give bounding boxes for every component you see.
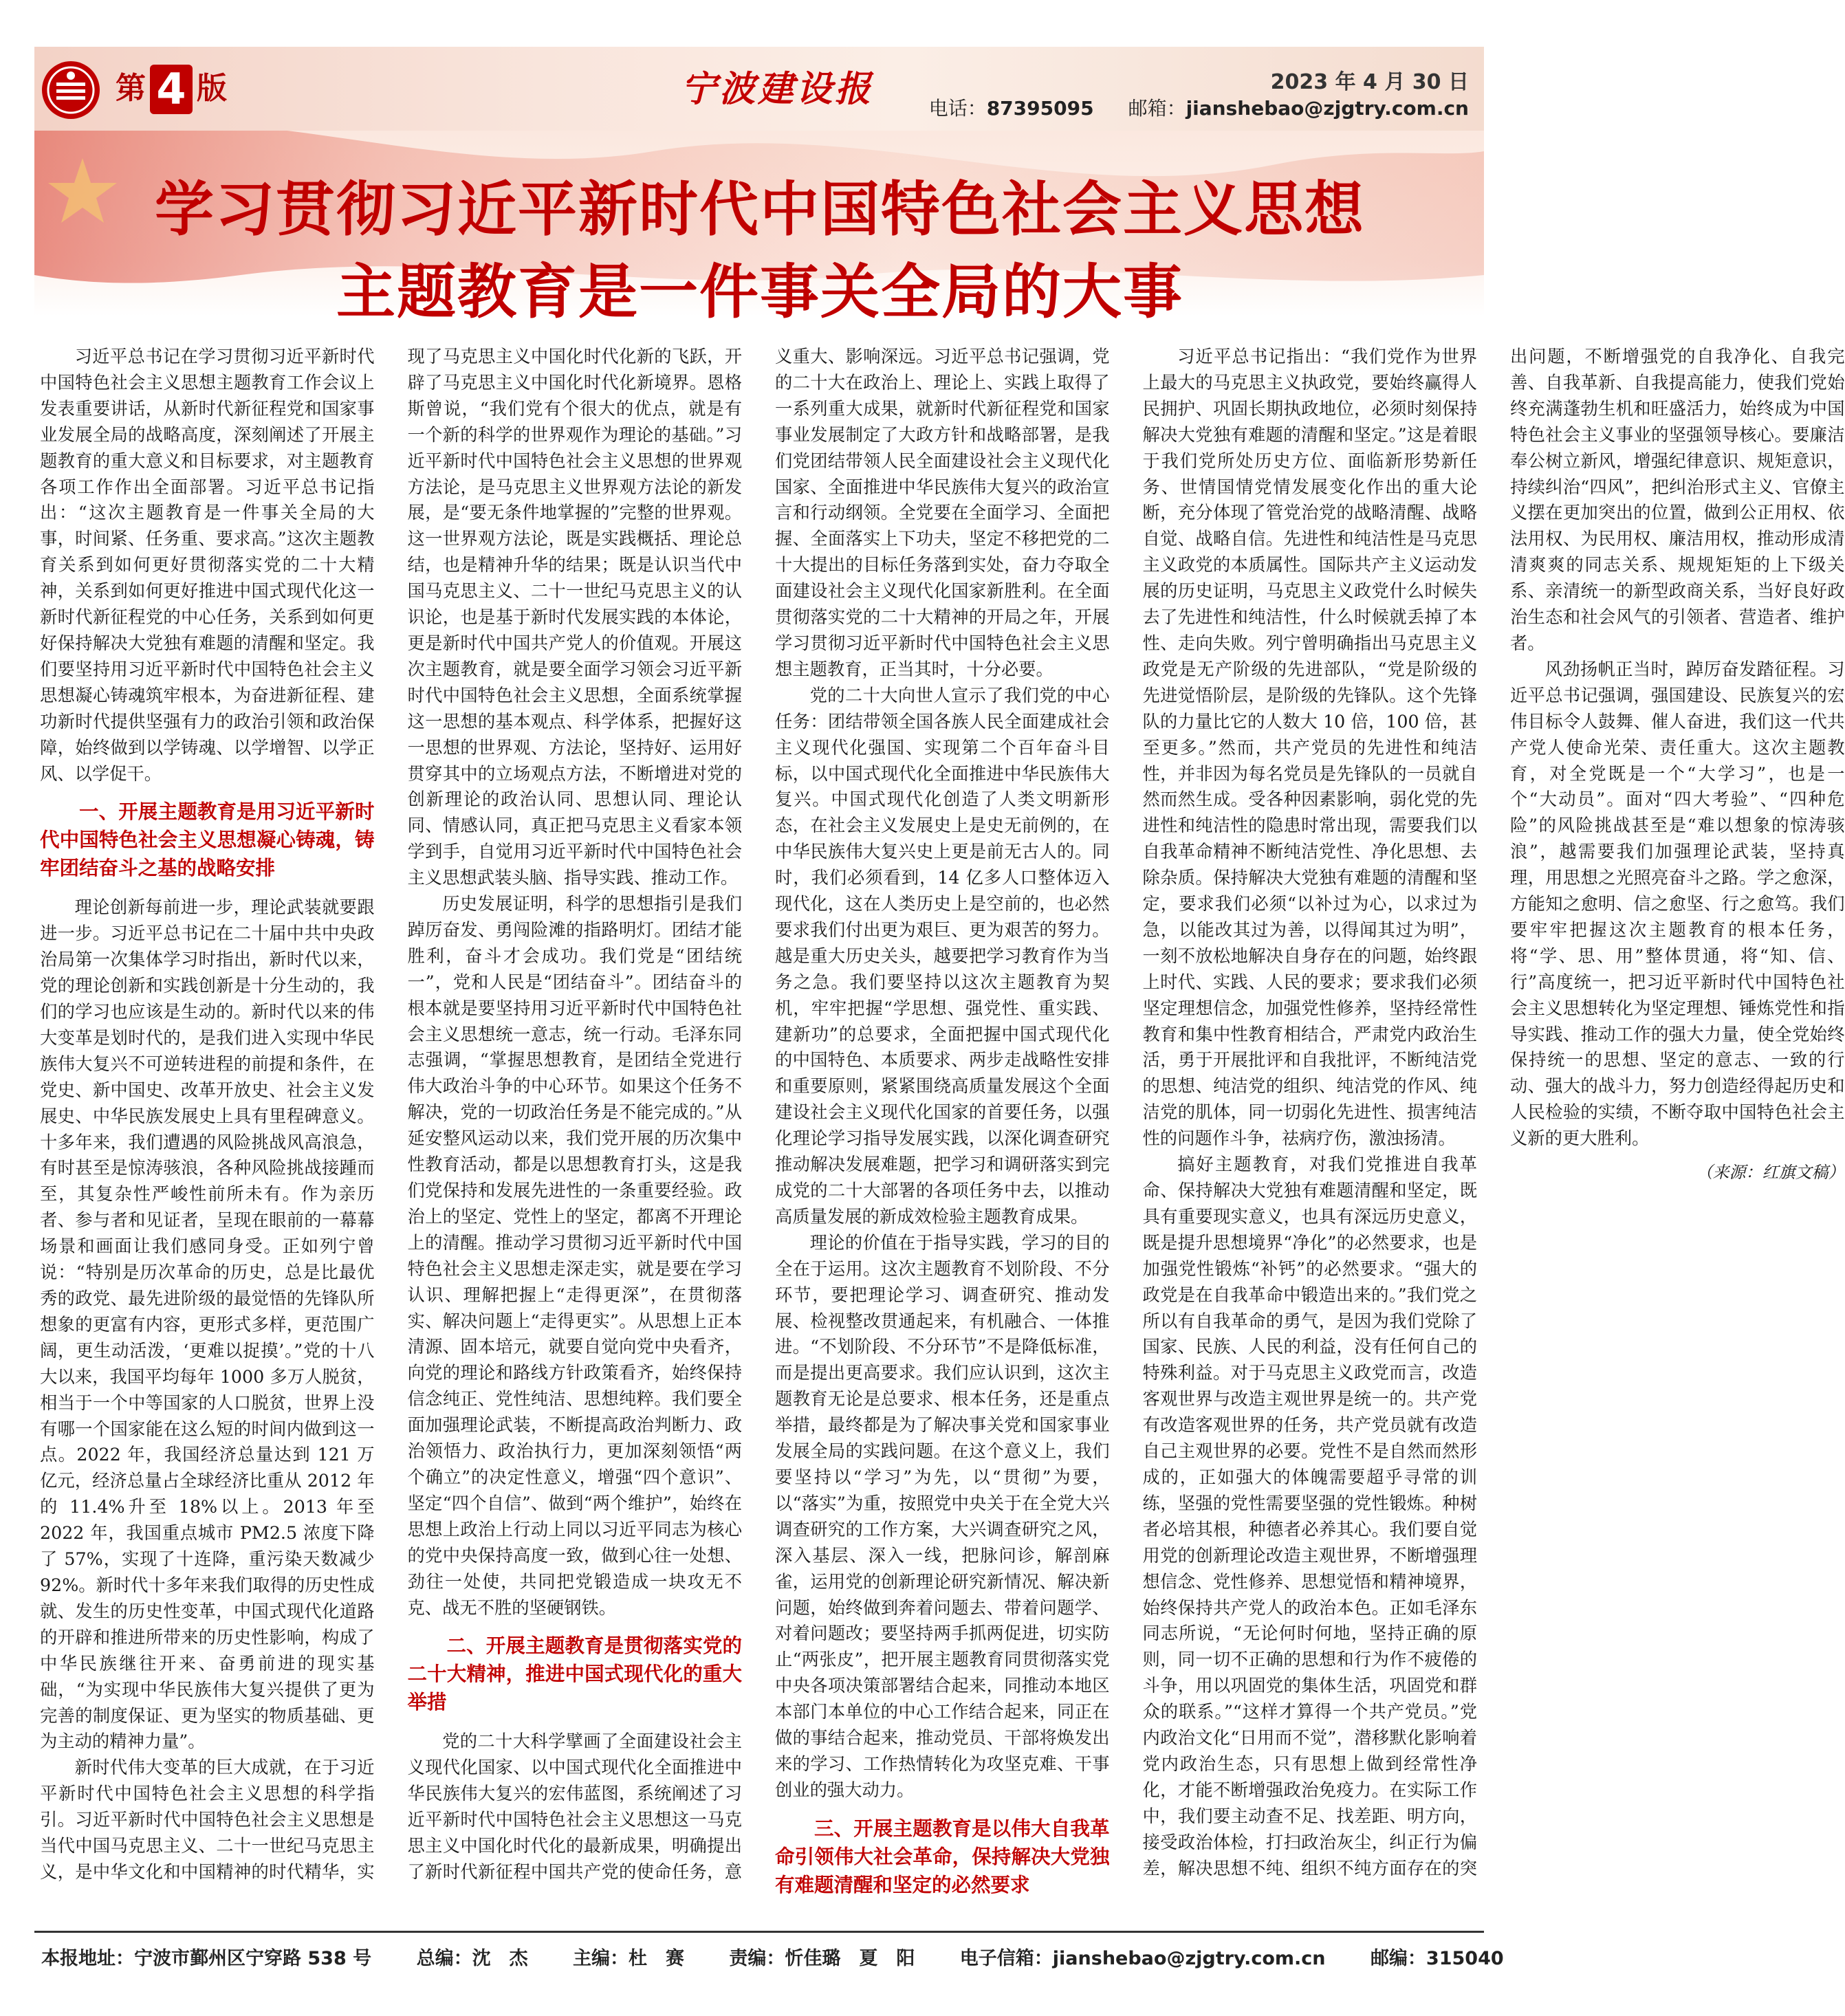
paragraph: 习近平总书记指出：“我们党作为世界上最大的马克思主义执政党，要始终赢得人民拥护、巩固长期执政地位，必须时刻保持解决大党独有难题的清醒和坚定。”这是着眼于我们党所处历史方位、面临新形势新任务、世情国情党情发展变化作出的重大论断，充分体现了管党治党的战略清醒、战略自觉、战略自信。先进性和纯洁性是马克思主义政党的本质属性。国际共产主义运动发展的历史证明，马克思主义政党什么时候失去了先进性和纯洁性，什么时候就丢掉了本性、走向失败。列宁曾明确指出马克思主义政党是无产阶级的先进部队，“党是阶级的先进觉悟阶层，是阶级的先锋队。这个先锋队的力量比它的人数大 10 倍，100 倍，甚至更多。”然而，共产党员的先进性和纯洁性，并非因为每名党员是先锋队的一员就自然而然生成。受各种因素影响，弱化党的先进性和纯洁性的隐患时常出现，需要我们以自我革命精神不断纯洁党性、净化思想、去除杂质。保持解决大党独有难题的清醒和坚定，要求我们必须“以补过为心，以求过为急，以能改其过为善，以得闻其过为明”，一刻不放松地解决自身存在的问题，始终跟上时代、实践、人民的要求；要求我们必须坚定理想信念，加强党性修养，坚持经常性教育和集中性教育相结合，严肃党内政治生活，勇于开展批评和自我批评，不断纯洁党的思想、纯洁党的组织、纯洁党的作风、纯洁党的肌体，同一切弱化先进性、损害纯洁性的问题作斗争，祛病疗伤，激浊扬清。 bbox=[1142, 347, 1477, 1149]
paragraph: 理论创新每前进一步，理论武装就要跟进一步。习近平总书记在二十届中共中央政治局第一次集体学习时指出，新时代以来，党的理论创新和实践创新是十分生动的，我们的学习也应该是生动的。新时代以来的伟大变革是划时代的，是我们进入实现中华民族伟大复兴不可逆转进程的前提和条件，在党史、新中国史、改革开放史、社会主义发展史、中华民族发展史上具有里程碑意义。十多年来，我们遭遇的风险挑战风高浪急，有时甚至是惊涛骇浪，各种风险挑战接踵而至，其复杂性严峻性前所未有。作为亲历者、参与者和见证者，呈现在眼前的一幕幕场景和画面让我们感同身受。正如列宁曾说：“特别是历次革命的历史，总是比最优秀的政党、最先进阶级的最觉悟的先锋队所想象的更富有内容，更形式多样，更范围广阔，更生动活泼，‘更难以捉摸’。”党的十八大以来，我国平均每年 1000 多万人脱贫，相当于一个中等国家的人口脱贫，世界上没有哪一个国家能在这么短的时间内做到这一点。2022 年，我国经济总量达到 121 万亿元，经济总量占全球经济比重从 2012 年的 11.4%升至 18%以上。2013 年至 2022 年，我国重点城市 PM2.5 浓度下降了 57%，实现了十连降，重污染天数减少 92%。新时代十多年来我们取得的历史性成就、发生的历史性变革，中国式现代化道路的开辟和推进所带来的历史性影响，构成了中华民族继往开来、奋勇前进的现实基础，“为实现中华民族伟大复兴提供了更为完善的制度保证、更为坚实的物质基础、更为主动的精神力量”。 bbox=[40, 897, 375, 1752]
paragraph: 党的二十大向世人宣示了我们党的中心任务：团结带领全国各族人民全面建成社会主义现代化强国、实现第二个百年奋斗目标，以中国式现代化全面推进中华民族伟大复兴。中国式现代化创造了人类文明新形态，在社会主义发展史上是史无前例的，在中华民族伟大复兴史上更是前无古人的。同时，我们必须看到，14 亿多人口整体迈入现代化，这在人类历史上是空前的，也必然要求我们付出更为艰巨、更为艰苦的努力。越是重大历史关头，越要把学习教育作为当务之急。我们要坚持以这次主题教育为契机，牢牢把握“学思想、强党性、重实践、建新功”的总要求，全面把握中国式现代化的中国特色、本质要求、两步走战略性安排和重要原则，紧紧围绕高质量发展这个全面建设社会主义现代化国家的首要任务，以强化理论学习指导发展实践，以深化调查研究推动解决发展难题，把学习和调研落实到完成党的二十大部署的各项任务中去，以推动高质量发展的新成效检验主题教育成果。 bbox=[775, 685, 1110, 1227]
edition-label bbox=[116, 65, 227, 113]
footer-email: 电子信箱：jianshebao@zjgtry.com.cn bbox=[959, 1948, 1326, 1969]
paper-name-logo: 宁波建设报 bbox=[680, 68, 873, 110]
section-heading-1: 一、开展主题教育是用习近平新时代中国特色社会主义思想凝心铸魂，铸牢团结奋斗之基的战略安排 bbox=[40, 800, 375, 880]
phone-label: 电话： bbox=[928, 97, 987, 120]
edition-suffix: 版 bbox=[197, 71, 227, 106]
footer-editor: 主编：杜 赛 bbox=[572, 1948, 684, 1969]
email-address: jianshebao@zjgtry.com.cn bbox=[1186, 97, 1469, 120]
masthead bbox=[34, 47, 1484, 131]
footer-postcode: 邮编：315040 bbox=[1370, 1948, 1504, 1969]
section-heading-3: 三、开展主题教育是以伟大自我革命引领伟大社会革命，保持解决大党独有难题清醒和坚定的必然要求 bbox=[775, 1817, 1110, 1896]
footer-divider bbox=[34, 1931, 1484, 1933]
edition-prefix: 第 bbox=[116, 71, 146, 106]
title-line-2: 主题教育是一件事关全局的大事 bbox=[336, 258, 1183, 327]
footer-duty-editor: 责编：忻佳璐 夏 阳 bbox=[729, 1948, 915, 1969]
phone-number: 87395095 bbox=[986, 97, 1094, 120]
paragraph: 风劲扬帆正当时，踔厉奋发踏征程。习近平总书记强调，强国建设、民族复兴的宏伟目标令人鼓舞、催人奋进，我们这一代共产党人使命光荣、责任重大。这次主题教育，对全党既是一个“大学习”，也是一个“大动员”。面对“四大考验”、“四种危险”的风险挑战甚至是“难以想象的惊涛骇浪”，越需要我们加强理论武装，坚持真理，用思想之光照亮奋斗之路。学之愈深，方能知之愈明、信之愈坚、行之愈笃。我们要牢牢把握这次主题教育的根本任务，将“学、思、用”整体贯通，将“知、信、行”高度统一，把习近平新时代中国特色社会主义思想转化为坚定理想、锤炼党性和指导实践、推动工作的强大力量，使全党始终保持统一的思想、坚定的意志、一致的行动、强大的战斗力，努力创造经得起历史和人民检验的实绩，不断夺取中国特色社会主义新的更大胜利。 bbox=[1510, 659, 1845, 1149]
email-label: 邮箱： bbox=[1128, 97, 1186, 120]
footer bbox=[41, 1943, 1504, 1970]
article-body bbox=[40, 344, 1845, 1905]
section-heading-2: 二、开展主题教育是贯彻落实党的二十大精神，推进中国式现代化的重大举措 bbox=[407, 1634, 742, 1714]
page-title bbox=[41, 168, 1478, 333]
contact-info bbox=[929, 94, 1469, 121]
paragraph: 搞好主题教育，对我们党推进自我革命、保持解决大党独有难题清醒和坚定，既具有重要现实意义，也具有深远历史意义，既是提升思想境界“净化”的必然要求，也是加强党性锻炼“补钙”的必然要求。“强大的政党是在自我革命中锻造出来的。”我们党之所以有自我革命的勇气，是因为我们党除了国家、民族、人民的利益，没有任何自己的特殊利益。对于马克思主义政党而言，改造客观世界与改造主观世界是统一的。共产党有改造客观世界的任务，共产党员就有改造自己主观世界的必要。党性不是自然而然形成的，正如强大的体魄需要超乎寻常的训练，坚强的党性需要坚强的党性锻炼。种树者必培其根，种德者必养其心。我们要自觉用党的创新理论改造主观世界，不断增强理想信念、党性修养、思想觉悟和精神境界，始终保持共产党人的政治本色。正如毛泽东同志所说，“无论何时何地，坚持正确的原则，同一切不正确的思想和行为作不疲倦的斗争，用以巩固党的集体生活，巩固党和群众的联系。”“这样才算得一个共产党员。”党内政治文化“日用而不觉”，潜移默化影响着党内政治生态，只有思想上做到经常性净化，才能不断增强政治免疫力。在实际工作中，我们要主动查不足、找差距、明方向，接受政治体检，打扫政治灰尘，纠正行为偏差，解决思想不纯、组织不纯方面存在的突出问题，不断增强党的自我净化、自我完善、自我革新、自我提高能力，使我们党始终充满蓬勃生机和旺盛活力，始终成为中国特色社会主义事业的坚强领导核心。要廉洁奉公树立新风，增强纪律意识、规矩意识，持续纠治“四风”，把纠治形式主义、官僚主义摆在更加突出的位置，做到公正用权、依法用权、为民用权、廉洁用权，推动形成清清爽爽的同志关系、规规矩矩的上下级关系、亲清统一的新型政商关系，当好良好政治生态和社会风气的引领者、营造者、维护者。 bbox=[1142, 347, 1845, 1878]
title-line-1: 学习贯彻习近平新时代中国特色社会主义思想 bbox=[155, 175, 1365, 244]
footer-address: 本报地址：宁波市鄞州区宁穿路 538 号 bbox=[41, 1948, 372, 1969]
paragraph: 历史发展证明，科学的思想指引是我们踔厉奋发、勇闯险滩的指路明灯。团结才能胜利，奋斗才会成功。我们党是“团结统一”，党和人民是“团结奋斗”。团结奋斗的根本就是要坚持用习近平新时代中国特色社会主义思想统一意志，统一行动。毛泽东同志强调，“掌握思想教育，是团结全党进行伟大政治斗争的中心环节。如果这个任务不解决，党的一切政治任务是不能完成的。”从延安整风运动以来，我们党开展的历次集中性教育活动，都是以思想教育打头，这是我们党保持和发展先进性的一条重要经验。政治上的坚定、党性上的坚定，都离不开理论上的清醒。推动学习贯彻习近平新时代中国特色社会主义思想走深走实，就是要在学习认识、理解把握上“走得更深”，在贯彻落实、解决问题上“走得更实”。从思想上正本清源、固本培元，就要自觉向党中央看齐，向党的理论和路线方针政策看齐，始终保持信念纯正、党性纯洁、思想纯粹。我们要全面加强理论武装，不断提高政治判断力、政治领悟力、政治执行力，更加深刻领悟“两个确立”的决定性意义，增强“四个意识”、坚定“四个自信”、做到“两个维护”，始终在思想上政治上行动上同以习近平同志为核心的党中央保持高度一致，做到心往一处想、劲往一处使，共同把党锻造成一块攻无不克、战无不胜的坚硬钢铁。 bbox=[407, 894, 742, 1618]
issue-date: 2023 年 4 月 30 日 bbox=[1270, 70, 1469, 94]
article-source: （来源：红旗文稿） bbox=[1696, 1163, 1845, 1183]
footer-director: 总编：沈 杰 bbox=[416, 1948, 528, 1969]
newspaper-logo-icon bbox=[40, 59, 102, 121]
paragraph: 理论的价值在于指导实践，学习的目的全在于运用。这次主题教育不划阶段、不分环节，要把理论学习、调查研究、推动发展、检视整改贯通起来，有机融合、一体推进。“不划阶段、不分环节”不是降低标准，而是提出更高要求。我们应认识到，这次主题教育无论是总要求、根本任务，还是重点举措，最终都是为了解决事关党和国家事业发展全局的实践问题。在这个意义上，我们要坚持以“学习”为先，以“贯彻”为要，以“落实”为重，按照党中央关于在全党大兴调查研究的工作方案，大兴调查研究之风，深入基层、深入一线，把脉问诊，解剖麻雀，运用党的创新理论研究新情况、解决新问题，始终做到奔着问题去、带着问题学、对着问题改；要坚持两手抓两促进，切实防止“两张皮”，把开展主题教育同贯彻落实党中央各项决策部署结合起来，同推动本地区本部门本单位的中心工作结合起来，同正在做的事结合起来，推动党员、干部将焕发出来的学习、工作热情转化为攻坚克难、干事创业的强大动力。 bbox=[775, 1232, 1110, 1800]
edition-number: 4 bbox=[150, 65, 193, 114]
paragraph: 党的二十大科学擘画了全面建设社会主义现代化国家、以中国式现代化全面推进中华民族伟大复兴的宏伟蓝图，系统阐述了习近平新时代中国特色社会主义思想这一马克思主义中国化时代化的最新成果，明确提出了新时代新征程中国共产党的使命任务，意义重大、影响深远。习近平总书记强调，党的二十大在政治上、理论上、实践上取得了一系列重大成果，就新时代新征程党和国家事业发展制定了大政方针和战略部署，是我们党团结带领人民全面建设社会主义现代化国家、全面推进中华民族伟大复兴的政治宣言和行动纲领。全党要在全面学习、全面把握、全面落实上下功夫，坚定不移把党的二十大提出的目标任务落到实处，奋力夺取全面建设社会主义现代化国家新胜利。在全面贯彻落实党的二十大精神的开局之年，开展学习贯彻习近平新时代中国特色社会主义思想主题教育，正当其时，十分必要。 bbox=[407, 347, 1110, 1882]
paragraph: 新时代伟大变革的巨大成就，在于习近平新时代中国特色社会主义思想的科学指引。习近平新时代中国特色社会主义思想是当代中国马克思主义、二十一世纪马克思主义，是中华文化和中国精神的时代精华，实现了马克思主义中国化时代化新的飞跃，开辟了马克思主义中国化时代化新境界。恩格斯曾说，“我们党有个很大的优点，就是有一个新的科学的世界观作为理论的基础。”习近平新时代中国特色社会主义思想的世界观方法论，是马克思主义世界观方法论的新发展，是“要无条件地掌握的”完整的世界观。这一世界观方法论，既是实践概括、理论总结，也是精神升华的结果；既是认识当代中国马克思主义、二十一世纪马克思主义的认识论，也是基于新时代发展实践的本体论，更是新时代中国共产党人的价值观。开展这次主题教育，就是要全面学习领会习近平新时代中国特色社会主义思想，全面系统掌握这一思想的基本观点、科学体系，把握好这一思想的世界观、方法论，坚持好、运用好贯穿其中的立场观点方法，不断增进对党的创新理论的政治认同、思想认同、理论认同、情感认同，真正把马克思主义看家本领学到手，自觉用习近平新时代中国特色社会主义思想武装头脑、指导实践、推动工作。 bbox=[40, 347, 742, 1882]
paragraph: 习近平总书记在学习贯彻习近平新时代中国特色社会主义思想主题教育工作会议上发表重要讲话，从新时代新征程党和国家事业发展全局的战略高度，深刻阐述了开展主题教育的重大意义和目标要求，对主题教育各项工作作出全面部署。习近平总书记指出：“这次主题教育是一件事关全局的大事，时间紧、任务重、要求高。”这次主题教育关系到如何更好贯彻落实党的二十大精神，关系到如何更好推进中国式现代化这一新时代新征程党的中心任务，关系到如何更好保持解决大党独有难题的清醒和坚定。我们要坚持用习近平新时代中国特色社会主义思想凝心铸魂筑牢根本，为奋进新征程、建功新时代提供坚强有力的政治引领和政治保障，始终做到以学铸魂、以学增智、以学正风、以学促干。 bbox=[40, 347, 375, 784]
